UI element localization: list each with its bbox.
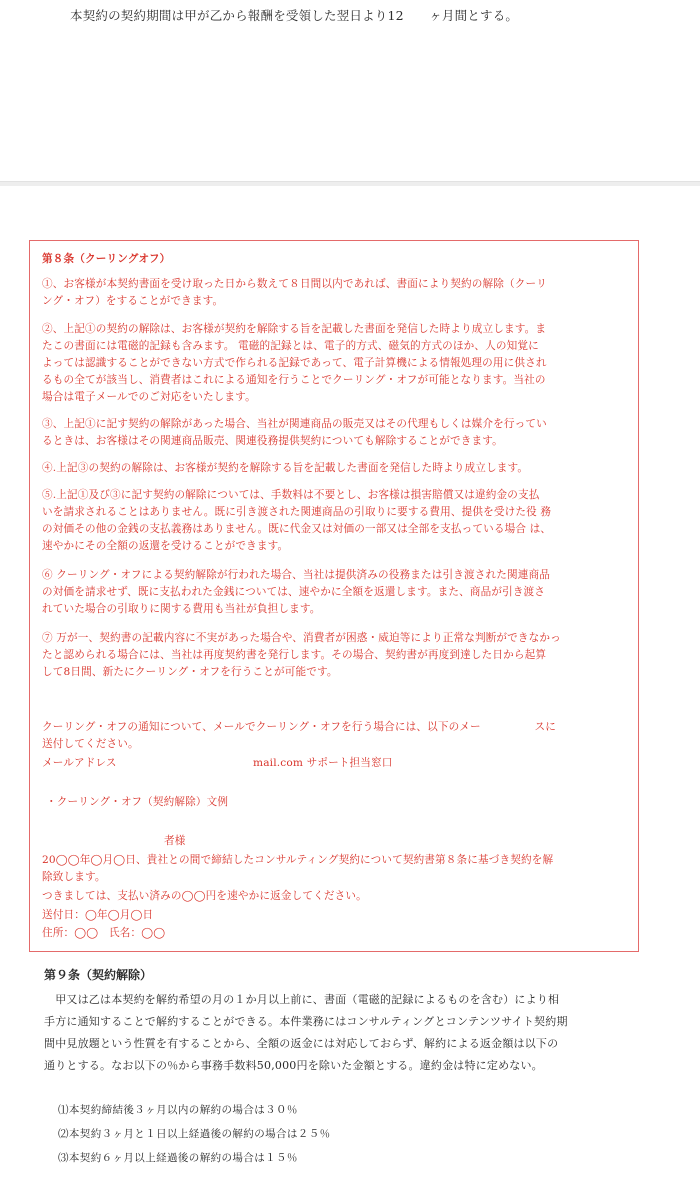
article8-line: 場合は電子メールでのご対応をいたします。 <box>42 391 256 403</box>
article9-title: 第９条（契約解除） <box>44 968 153 982</box>
article9-line: 甲又は乙は本契約を解約希望の月の１か月以上前に、書面（電磁的記録によるものを含む）により相 <box>44 993 560 1006</box>
article9-line: 手方に通知することで解約することができる。本件業務にはコンサルティングとコンテンツサイト契約期 <box>44 1015 568 1028</box>
article8-line: ④.上記③の契約の解除は、お客様が契約を解除する旨を記載した書面を発信した時より成立します。 <box>42 462 529 474</box>
article8-line: るときは、お客様はその関連商品販売、関連役務提供契約についても解除することができます。 <box>42 435 503 447</box>
article9-item: ⑶本契約６ヶ月以上経過後の解約の場合は１５％ <box>58 1152 298 1164</box>
article8-line: るもの全てが該当し、消費者はこれによる通知を行うことでクーリング・オフが可能となります。当社の <box>42 374 546 386</box>
article8-line: ③、上記①に記す契約の解除があった場合、当社が関連商品の販売又はその代理もしくは媒介を行ってい <box>42 418 547 430</box>
article8-line: いを請求されることはありません。既に引き渡された関連商品の引取りに要する費用、提供を受けた役 務 <box>42 506 552 518</box>
article8-line: ②、上記①の契約の解除は、お客様が契約を解除する旨を記載した書面を発信した時より成立します。ま <box>42 323 547 335</box>
template-line: 除致します。 <box>42 871 106 883</box>
notice-line: クーリング・オフの通知について、メールでクーリング・オフを行う場合には、以下のメー スに <box>42 721 556 733</box>
article8-line: れていた場合の引取りに関する費用も当社が負担します。 <box>42 603 321 615</box>
article8-line: して8日間、新たにクーリング・オフを行うことが可能です。 <box>42 666 338 678</box>
template-addressee: 者様 <box>164 835 186 847</box>
article8-line: ⑥ クーリング・オフによる契約解除が行われた場合、当社は提供済みの役務または引き渡された関連商品 <box>42 569 550 581</box>
article8-line: よっては認識することができない方式で作られる記録であって、電子計算機による情報処理の用に供され <box>42 357 547 369</box>
article8-line: たこの書面には電磁的記録も含みます。 電磁的記録とは、電子的方式、磁気的方式のほか、人の知覚に <box>42 340 539 352</box>
article8-line: ⑦ 万が一、契約書の記載内容に不実があった場合や、消費者が困惑・威迫等により正常な判断ができなかっ <box>42 632 561 644</box>
email-label: メールアドレス <box>42 757 117 769</box>
article9-item: ⑴本契約締結後３ヶ月以内の解約の場合は３０％ <box>58 1104 298 1116</box>
article8-line: ⑤.上記①及び③に記す契約の解除については、手数料は不要とし、お客様は損害賠償又は違約金の支払 <box>42 489 540 501</box>
article9-line: 通りとする。なお以下の％から事務手数料50,000円を除いた金額とする。違約金は特に定めない。 <box>44 1059 543 1072</box>
article8-line: の対価を請求せず、既に支払われた金銭については、速やかに全額を返還します。また、商品が引き渡さ <box>42 586 546 598</box>
page-divider <box>0 181 700 186</box>
contract-period-text: 本契約の契約期間は甲が乙から報酬を受領した翌日より12 ヶ月間とする。 <box>70 8 519 23</box>
article9-item: ⑵本契約３ヶ月と１日以上経過後の解約の場合は２５％ <box>58 1128 331 1140</box>
email-value: mail.com サポート担当窓口 <box>253 757 393 769</box>
template-line: 20◯◯年◯月◯日、貴社との間で締結したコンサルティング契約について契約書第８条に基づき契約を解 <box>42 854 554 866</box>
article8-line: の対価その他の金銭の支払義務はありません。既に代金又は対価の一部又は全部を支払っている場合 は、 <box>42 523 552 535</box>
article8-line: ング・オフ）をすることができます。 <box>42 295 224 307</box>
notice-line: 送付してください。 <box>42 738 139 750</box>
article8-line: ①、お客様が本契約書面を受け取った日から数えて８日間以内であれば、書面により契約の解除（クーリ <box>42 278 547 290</box>
article8-title: 第８条（クーリングオフ） <box>42 253 171 265</box>
template-line: つきましては、支払い済みの◯◯円を速やかに返金してください。 <box>42 890 367 902</box>
article9-line: 間中見放題という性質を有することから、全額の返金には対応しておらず、解約による返金額は以下の <box>44 1037 559 1050</box>
template-title: ・クーリング・オフ（契約解除）文例 <box>46 796 229 808</box>
template-line: 住所：◯◯ 氏名：◯◯ <box>42 927 166 939</box>
article8-line: 速やかにその全額の返還を受けることができます。 <box>42 540 289 552</box>
template-line: 送付日：◯年◯月◯日 <box>42 909 154 921</box>
article8-line: たと認められる場合には、当社は再度契約書を発行します。その場合、契約書が再度到達した日から起算 <box>42 649 547 661</box>
